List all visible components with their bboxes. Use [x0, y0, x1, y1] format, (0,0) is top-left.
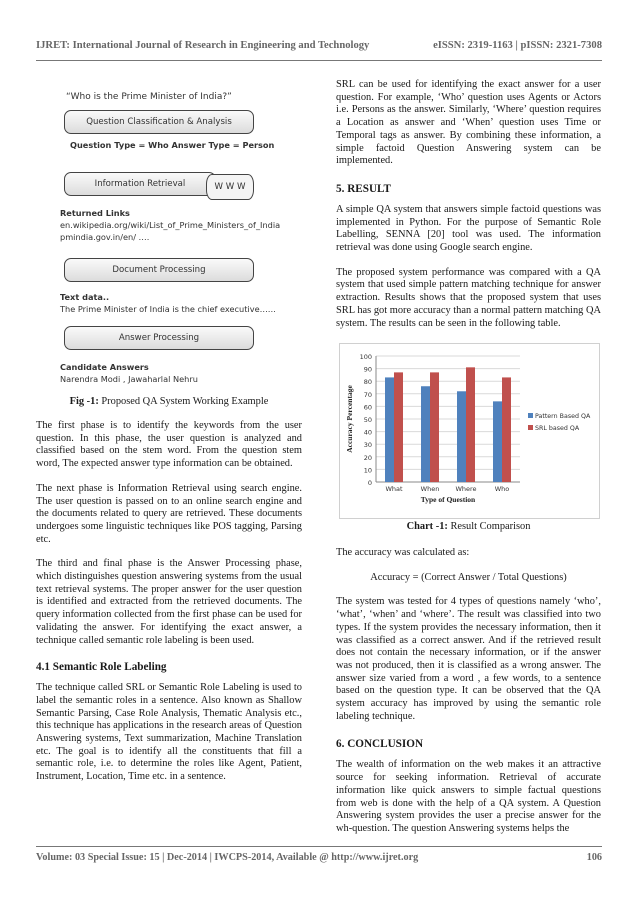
candidate-answers: Narendra Modi , Jawaharlal Nehru: [60, 374, 198, 384]
x-tick-label: When: [420, 485, 440, 493]
candidate-answers-heading: Candidate Answers: [60, 362, 149, 372]
section-heading-5: 5. RESULT: [336, 182, 391, 195]
figure-1-caption: Fig -1: Proposed QA System Working Example: [69, 396, 269, 407]
bar-what-srl: [394, 372, 403, 482]
box-question-classification: Question Classification & Analysis: [64, 110, 254, 134]
box-information-retrieval: Information Retrieval: [64, 172, 216, 196]
legend-swatch: [528, 425, 533, 430]
bar-where-pattern: [457, 391, 466, 482]
y-tick-label: 50: [363, 416, 372, 424]
paragraph: SRL can be used for identifying the exact answer for a user question. For example, ‘Who’ question uses Agents or Actors i.e. Persons as the answer. Similarly, ‘Where’ question requires a Location as answer and ‘When’ question uses Time or Temporal tags as answer. By combining these information, a simple factoid Question Answering system can be implemented.: [336, 79, 601, 167]
fig-question: “Who is the Prime Minister of India?”: [66, 92, 232, 102]
issn: eISSN: 2319-1163 | pISSN: 2321-7308: [433, 40, 602, 51]
paragraph: The third and final phase is the Answer Processing phase, which distinguishes question answering systems from the usual text retrieval systems. The proper answer for the user question is identified and extracted from the retrieved documents. The query information collected from the first phase can be used for validating the answer. For identifying the exact answer, a technique called semantic role labeling is been used.: [36, 558, 302, 646]
y-tick-label: 60: [363, 403, 372, 412]
y-tick-label: 80: [363, 378, 372, 387]
text-data-heading: Text data..: [60, 292, 110, 302]
bar-what-pattern: [385, 377, 394, 482]
header-rule: [36, 60, 602, 61]
right-column-bottom: [336, 547, 601, 836]
y-tick-label: 30: [363, 441, 372, 450]
figure-1-flowchart: [36, 78, 306, 390]
running-footer: [36, 852, 602, 863]
chart-1-frame: [339, 343, 600, 519]
bar-when-pattern: [421, 386, 430, 482]
y-tick-label: 90: [363, 365, 372, 374]
bar-where-srl: [466, 367, 475, 482]
y-tick-label: 100: [359, 353, 372, 361]
legend-swatch: [528, 413, 533, 418]
y-tick-label: 10: [363, 466, 372, 475]
bar-who-pattern: [493, 401, 502, 482]
paragraph: The accuracy was calculated as:: [336, 547, 470, 558]
y-axis-label: Accuracy Percentage: [345, 385, 354, 453]
paragraph: The first phase is to identify the keywords from the user question. In this phase, the user question is analyzed and classified based on the stem word. From the question stem word, The expected answer type information can be obtained.: [36, 420, 302, 470]
box-document-processing: Document Processing: [64, 258, 254, 282]
box-answer-processing: Answer Processing: [64, 326, 254, 350]
x-axis-label: Type of Question: [420, 495, 476, 504]
returned-link-1: en.wikipedia.org/wiki/List_of_Prime_Ministers_of_India: [60, 220, 281, 230]
y-tick-label: 0: [367, 479, 372, 487]
y-tick-label: 70: [363, 390, 372, 399]
returned-link-2: pmindia.gov.in/en/ ….: [60, 232, 150, 242]
page-number: 106: [586, 852, 602, 863]
paragraph: The proposed system performance was compared with a QA system that used simple pattern matching technique for answer extraction. Results shows that the proposed system that uses SRL has got more accuracy than a normal pattern matching QA system. The results can be seen in the following table.: [336, 266, 601, 329]
running-header: [36, 40, 602, 51]
chart-1: [340, 344, 599, 518]
bar-who-srl: [502, 377, 511, 482]
right-column-top: [336, 79, 601, 330]
paragraph: The technique called SRL or Semantic Role Labeling is used to label the semantic roles in a sentence. Also known as Shallow Semantic Parsing, Case Role Analysis, Thematic Analysis etc., this technique has applications in the research areas of Question Answering systems, Text summarization, Machine Translation etc. The goal is to identify all the constituents that fill a semantic role, i.e. to determine the roles like Agent, Patient, Instrument, Location, Time etc. in a sentence.: [36, 682, 302, 783]
paragraph: The system was tested for 4 types of questions namely ‘who’, ‘what’, ‘when’ and ‘where’. The result was classified into two types. If the system provides the necessary information, then it was classified as a correct answer. And if the retrieved result does not contain the necessary information, or if the answer was not produced, then it is classified as a wrong answer. The answer size varied from a word , a few words, to a sentence based on the question type. It can be observed that the QA system accuracy has improved by using the semantic role labeling technique.: [336, 596, 601, 722]
text-data-line: The Prime Minister of India is the chief executive……: [60, 304, 276, 314]
accuracy-formula: Accuracy = (Correct Answer / Total Questions): [370, 571, 567, 583]
footer-rule: [36, 846, 602, 847]
section-heading-4-1: 4.1 Semantic Role Labeling: [36, 661, 167, 674]
footer-volume: Volume: 03 Special Issue: 15 | Dec-2014 | IWCPS-2014, Available @ http://www.ijret.org: [36, 852, 419, 863]
y-tick-label: 20: [363, 453, 372, 462]
paragraph: The next phase is Information Retrieval using search engine. The user question is passed on to an online search engine and the documents related to query are retrieved. These documents undergoes some linguistic techniques like POS tagging, Parsing etc.: [36, 482, 302, 545]
returned-links-heading: Returned Links: [60, 208, 130, 218]
paragraph: The wealth of information on the web makes it an attractive source for seeking information. Retrieval of accurate information like quick answers to simple factual questions from web is done with the help of a QA system. A Question Answering system provides the user a precise answer for the wh-question. The question Answering systems helps the: [336, 759, 601, 834]
x-tick-label: Where: [455, 485, 477, 493]
legend-label: SRL based QA: [535, 425, 580, 432]
legend-label: Pattern Based QA: [535, 413, 591, 420]
chart-1-caption: Chart -1: Result Comparison: [406, 521, 531, 532]
x-tick-label: Who: [494, 485, 510, 493]
www-cylinder: W W W: [206, 174, 254, 200]
y-tick-label: 40: [363, 428, 372, 437]
left-column: [36, 420, 302, 784]
section-heading-6: 6. CONCLUSION: [336, 738, 424, 751]
paragraph: A simple QA system that answers simple factoid questions was implemented in Python. For the purpose of Semantic Role Labelling, SENNA [20] tool was used. The information retrieval was done using Google search engine.: [336, 203, 601, 254]
x-tick-label: What: [385, 485, 403, 493]
journal-name: IJRET: International Journal of Research in Engineering and Technology: [36, 40, 370, 51]
fig-qtype: Question Type = Who Answer Type = Person: [70, 140, 275, 150]
bar-when-srl: [430, 372, 439, 482]
